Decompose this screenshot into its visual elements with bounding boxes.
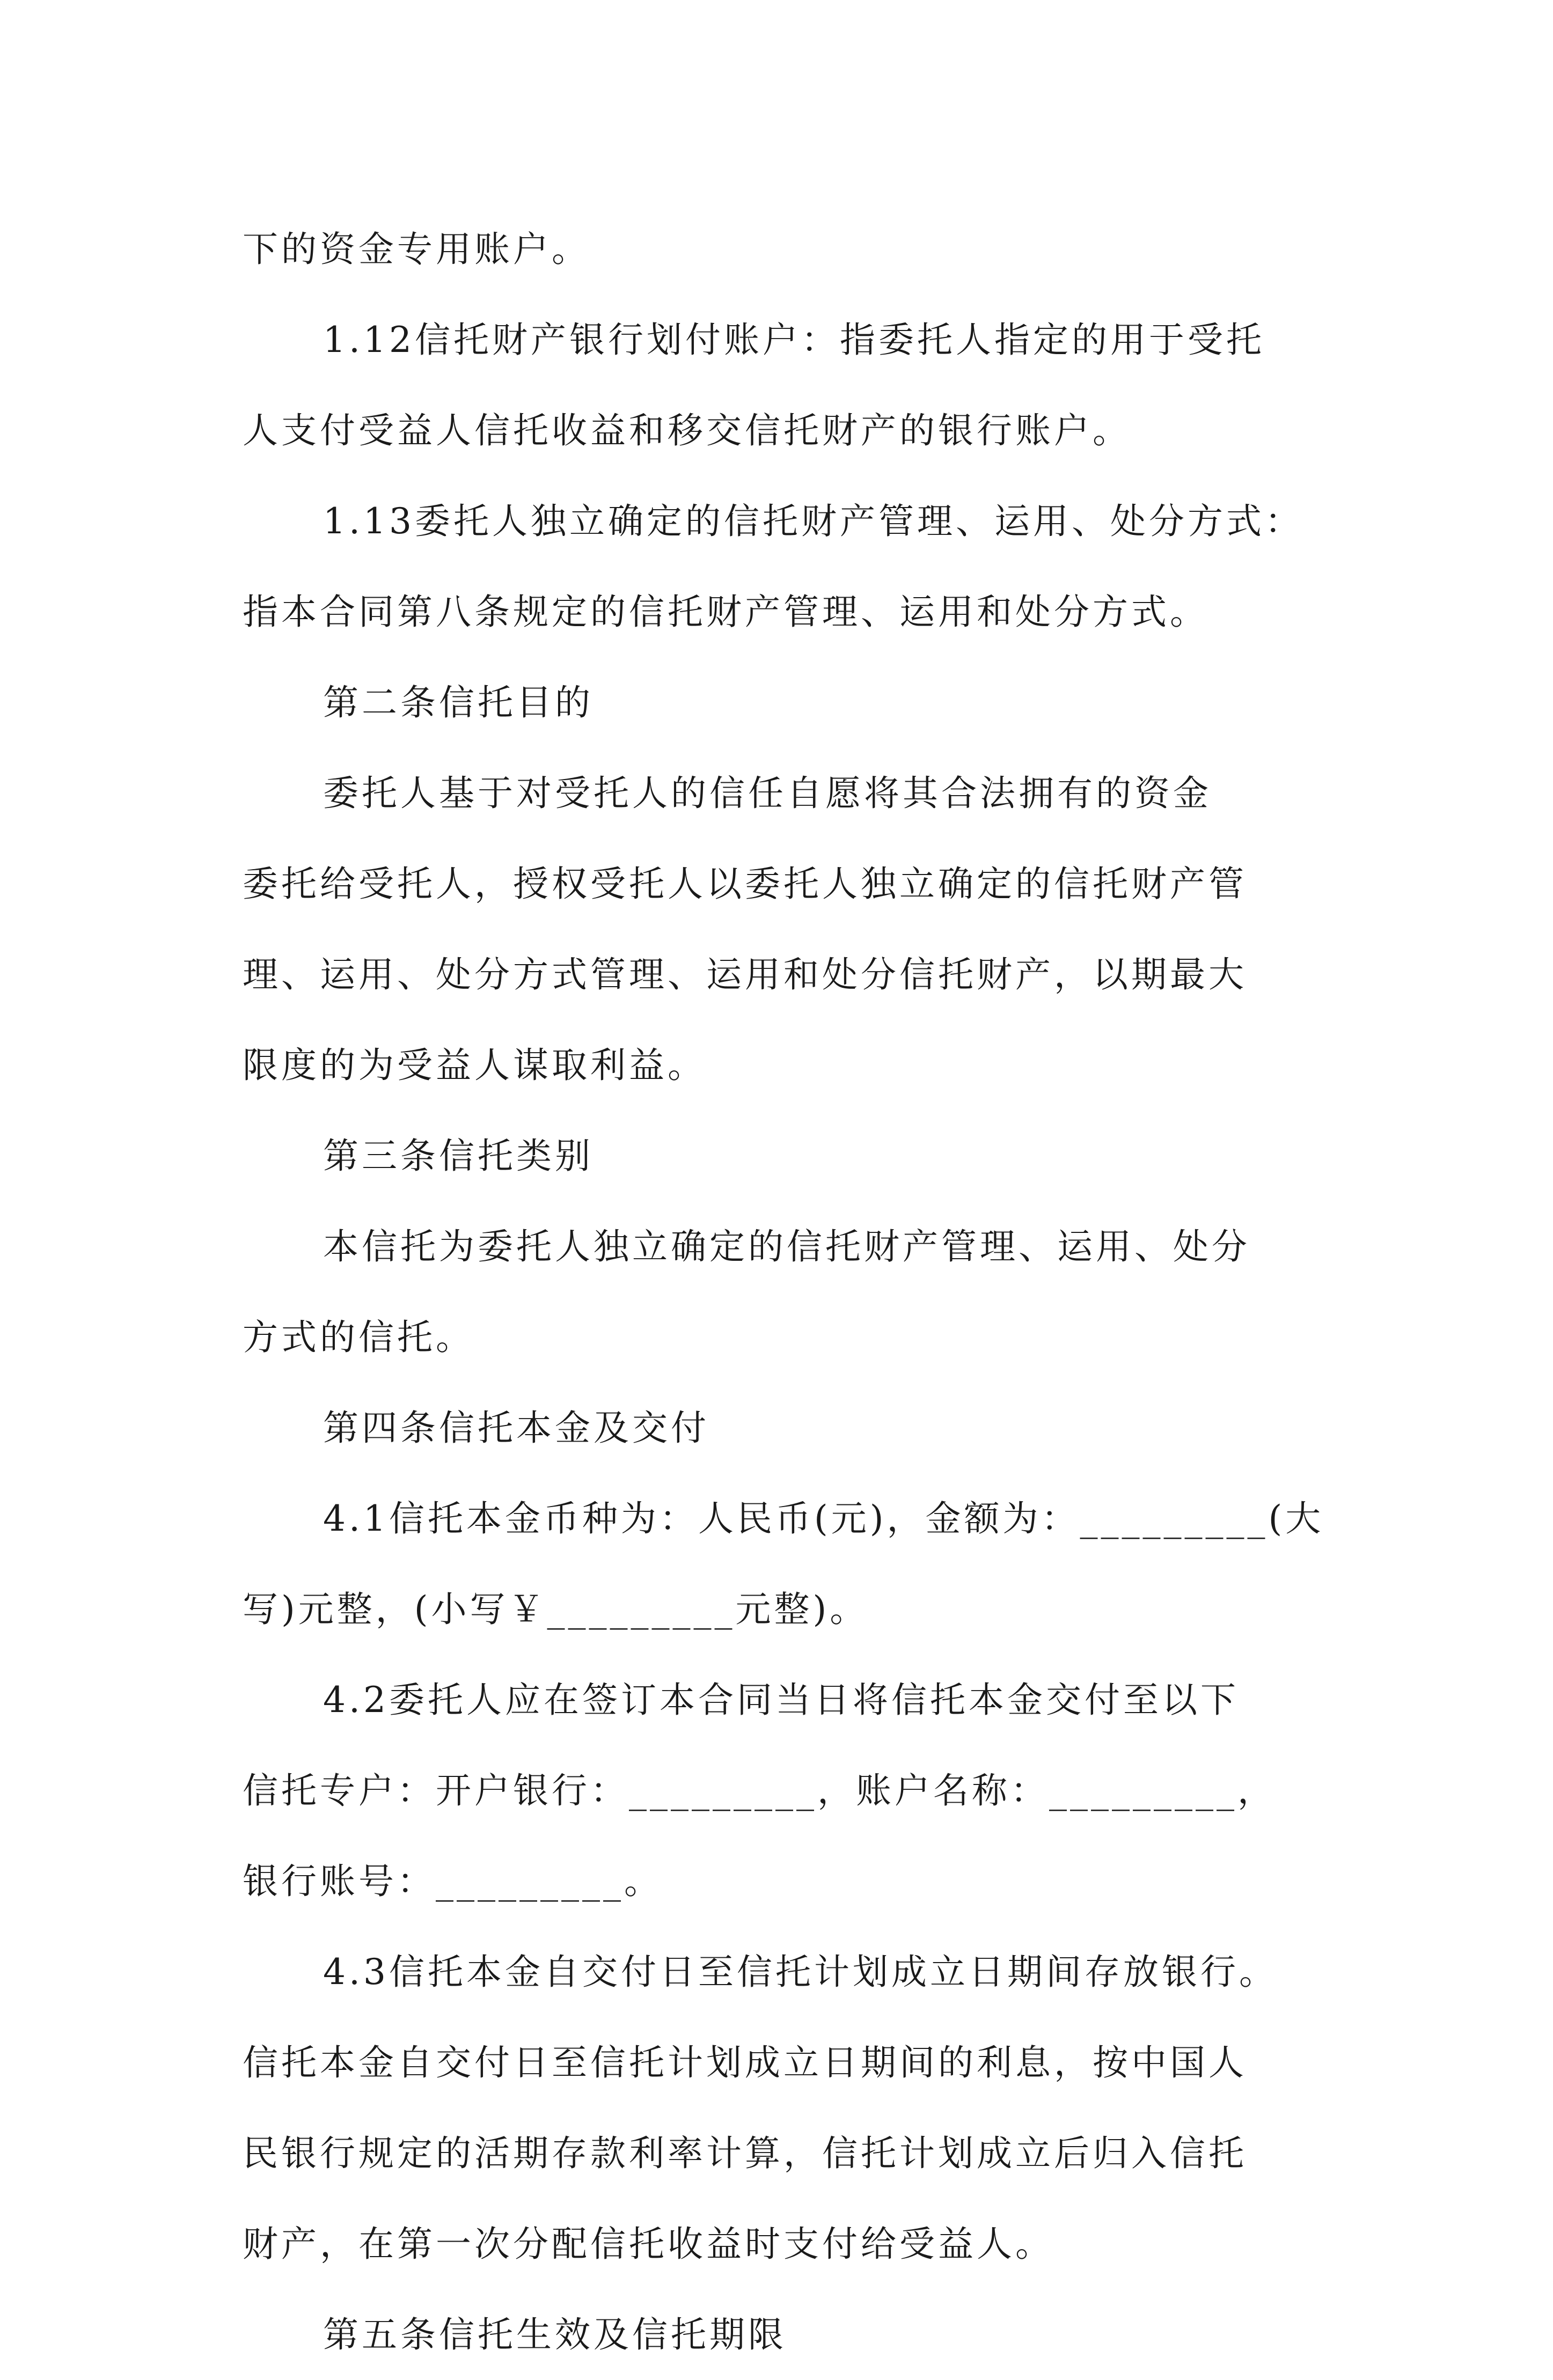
section-heading: 第四条信托本金及交付 [323, 1407, 709, 1449]
paragraph-line: 委托给受托人，授权受托人以委托人独立确定的信托财产管 [243, 863, 1247, 905]
paragraph-line: 1.12信托财产银行划付账户：指委托人指定的用于受托 [323, 319, 1265, 361]
paragraph-line: 下的资金专用账户。 [243, 229, 590, 270]
paragraph-line: 信托专户：开户银行：_________，账户名称：_________， [243, 1770, 1276, 1811]
paragraph-line: 本信托为委托人独立确定的信托财产管理、运用、处分 [323, 1226, 1250, 1267]
section-heading: 第三条信托类别 [323, 1135, 594, 1177]
paragraph-line: 指本合同第八条规定的信托财产管理、运用和处分方式。 [243, 591, 1208, 633]
document-body [243, 204, 1324, 2380]
paragraph-line: 民银行规定的活期存款利率计算，信托计划成立后归入信托 [243, 2133, 1247, 2174]
paragraph-line: 4.3信托本金自交付日至信托计划成立日期间存放银行。 [323, 1951, 1278, 1993]
paragraph-line: 理、运用、处分方式管理、运用和处分信托财产，以期最大 [243, 954, 1247, 995]
paragraph-line: 1.13委托人独立确定的信托财产管理、运用、处分方式： [323, 501, 1303, 542]
paragraph-line: 财产，在第一次分配信托收益时支付给受益人。 [243, 2223, 1054, 2265]
section-heading: 第二条信托目的 [323, 682, 594, 723]
paragraph-line: 4.2委托人应在签订本合同当日将信托本金交付至以下 [323, 1679, 1239, 1721]
paragraph-line: 限度的为受益人谋取利益。 [243, 1045, 706, 1086]
paragraph-line: 4.1信托本金币种为：人民币(元)，金额为：_________(大 [323, 1498, 1324, 1539]
paragraph-line: 写)元整，(小写￥_________元整)。 [243, 1589, 869, 1630]
paragraph-line: 方式的信托。 [243, 1317, 474, 1358]
paragraph-line: 银行账号：_________。 [243, 1861, 663, 1902]
paragraph-line: 人支付受益人信托收益和移交信托财产的银行账户。 [243, 410, 1131, 451]
paragraph-line: 委托人基于对受托人的信任自愿将其合法拥有的资金 [323, 773, 1212, 814]
paragraph-line: 信托本金自交付日至信托计划成立日期间的利息，按中国人 [243, 2042, 1247, 2083]
section-heading: 第五条信托生效及信托期限 [323, 2314, 787, 2355]
